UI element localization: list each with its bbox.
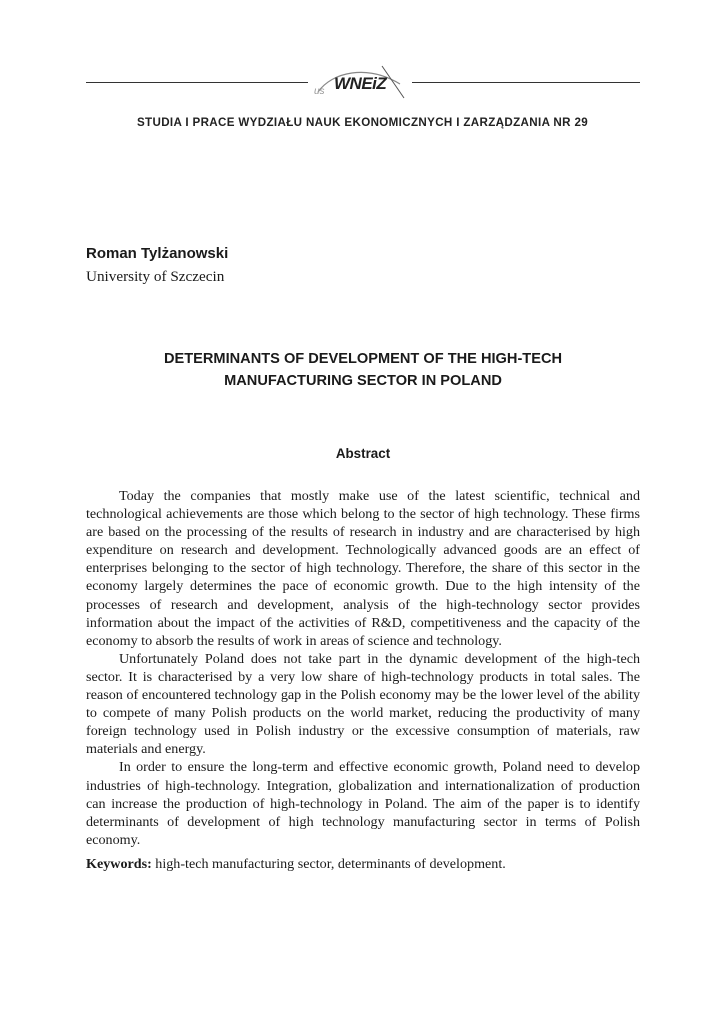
- author-affiliation: University of Szczecin: [86, 268, 225, 285]
- faculty-logo: [312, 62, 408, 102]
- paper-title: [86, 348, 640, 392]
- abstract-heading: Abstract: [335, 446, 391, 461]
- keywords-text: high-tech manufacturing sector, determinants of development.: [151, 856, 506, 872]
- header-rule-left: [86, 82, 308, 83]
- abstract-paragraph-3: In order to ensure the long-term and effective economic growth, Poland need to develop industries of high-technology. Integration, globalization and internationalization of production can increase the production of high-technology in Poland. The aim of the paper is to identify determinants of development of high technology manufacturing sector in terms of Polish economy.: [86, 759, 640, 848]
- abstract-paragraph-2: Unfortunately Poland does not take part in the dynamic development of the high-tech sector. It is characterised by a very low share of high-technology products in total sales. The reason of encountered technology gap in the Polish economy may be the lower level of the ability to compete of many Polish products on the world market, reducing the productivity of many foreign technology used in Polish industry or the excessive consumption of materials, raw materials and energy.: [86, 650, 640, 758]
- logo-prefix: us: [314, 86, 325, 97]
- header-rule-right: [412, 82, 640, 83]
- paper-title-line-2: MANUFACTURING SECTOR IN POLAND: [224, 373, 502, 389]
- author-name: Roman Tylżanowski: [86, 245, 229, 262]
- abstract-paragraph-1: Today the companies that mostly make use of the latest scientific, technical and technological achievements are those which belong to the sector of high technology. These firms are based on the processing of the results of research in industry and are characterised by high expenditure on research and development. Technologically advanced goods are an effect of enterprises belonging to the sector of high technology. Therefore, the share of this sector in the economy largely determines the pace of economic growth. Due to the high intensity of the processes of research and development, analysis of the high-technology sector provides information about the impact of the activities of R&D, competitiveness and the capacity of the economy to absorb the results of work in areas of science and technology.: [86, 488, 640, 649]
- keywords: [86, 855, 640, 873]
- paper-title-line-1: DETERMINANTS OF DEVELOPMENT OF THE HIGH-TECH: [163, 351, 563, 367]
- journal-title: STUDIA I PRACE WYDZIAŁU NAUK EKONOMICZNYCH I ZARZĄDZANIA NR 29: [136, 116, 589, 129]
- keywords-label: Keywords:: [86, 856, 152, 872]
- abstract-body: [86, 487, 640, 849]
- logo-main-text: WNEiZ: [334, 74, 387, 93]
- faculty-logo-icon: [312, 62, 408, 102]
